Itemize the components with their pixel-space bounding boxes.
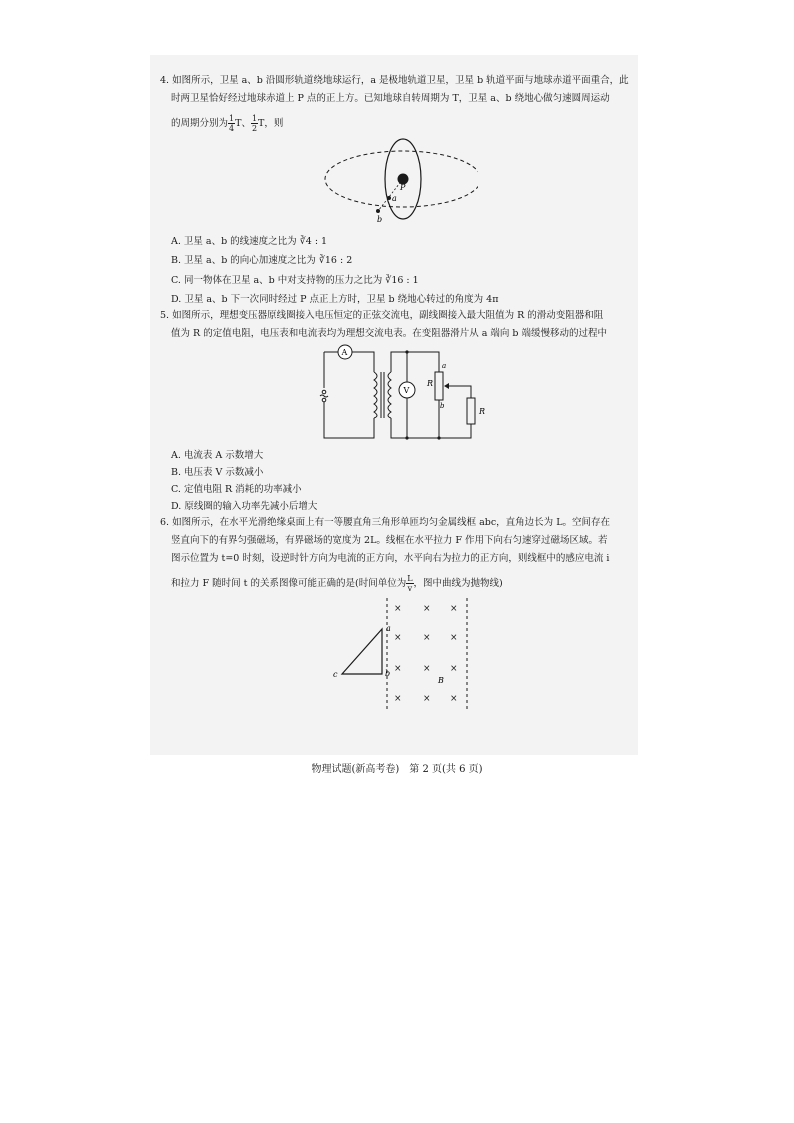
field-cross-icon: × — [450, 604, 458, 614]
q4-line-3-suffix: T，则 — [258, 118, 284, 129]
q4-line-3-prefix: 的周期分别为 — [171, 118, 229, 129]
satellite-a-dot — [387, 196, 391, 200]
q5-line-2: 值为 R 的定值电阻，电压表和电流表均为理想交流电表。在变阻器滑片从 a 端向 b 端缓慢移动的过程中 — [171, 328, 608, 339]
ac-source-icon — [320, 395, 328, 397]
fraction-denominator: 4 — [229, 124, 235, 133]
slider-arrow-icon — [444, 383, 449, 389]
primary-coil — [374, 372, 377, 418]
fixed-resistor-label: R — [479, 407, 486, 416]
vertex-label-b: b — [385, 669, 391, 678]
field-cross-icon: × — [423, 694, 431, 704]
vertex-label-c: c — [333, 670, 338, 679]
field-cross-icon: × — [423, 604, 431, 614]
label-a: a — [392, 194, 397, 203]
secondary-wire-bottom — [391, 418, 439, 438]
junction-dot — [437, 436, 440, 439]
q5-option-b: B. 电压表 V 示数减小 — [171, 467, 264, 478]
q5-option-d: D. 原线圈的输入功率先减小后增大 — [171, 501, 318, 512]
ac-terminal-bottom — [322, 398, 326, 402]
secondary-wire-top — [391, 352, 439, 372]
q5-option-a: A. 电流表 A 示数增大 — [171, 450, 264, 461]
q4-option-c: C. 同一物体在卫星 a、b 中对支持物的压力之比为 ∛16 : 1 — [171, 275, 419, 286]
magnetic-field-diagram — [330, 598, 480, 713]
q6-line-4-suffix: ，图中曲线为抛物线) — [413, 578, 503, 589]
fraction-denominator: v — [407, 584, 413, 593]
q6-line-3: 图示位置为 t=0 时刻，设逆时针方向为电流的正方向，水平向右为拉力的正方向，则线框中的感应电流 i — [171, 553, 610, 564]
rheostat-body — [435, 372, 443, 400]
fraction-l-over-v — [406, 574, 413, 593]
q6-line-4 — [171, 574, 503, 593]
page-footer: 物理试题(新高考卷) 第 2 页(共 6 页) — [311, 764, 483, 775]
rheostat-label: R — [427, 379, 434, 388]
q4-line-3 — [171, 114, 283, 133]
fraction-denominator: 2 — [251, 124, 258, 133]
q4-option-b: B. 卫星 a、b 的向心加速度之比为 ∛16 : 2 — [171, 255, 353, 266]
label-b: b — [440, 402, 445, 410]
q6-line-4-prefix: 和拉力 F 随时间 t 的关系图像可能正确的是(时间单位为 — [171, 578, 407, 589]
field-cross-icon: × — [423, 633, 431, 643]
fraction-numerator: 1 — [229, 114, 235, 123]
field-cross-icon: × — [450, 633, 458, 643]
field-cross-icon: × — [394, 604, 402, 614]
fixed-resistor-body — [467, 398, 475, 424]
q5-line-1: 5. 如图所示，理想变压器原线圈接入电压恒定的正弦交流电，副线圈接入最大阻值为 R 的滑动变阻器和阻 — [160, 310, 604, 321]
label-a: a — [442, 362, 447, 370]
field-cross-icon: × — [394, 664, 402, 674]
fraction-numerator: L — [407, 574, 413, 583]
ammeter-label: A — [341, 348, 348, 357]
q6-line-2: 竖直向下的有界匀强磁场，有界磁场的宽度为 2L。线框在水平拉力 F 作用下向右匀速穿过磁场区域。若 — [171, 535, 608, 546]
voltmeter-label: V — [403, 386, 410, 395]
primary-wire-top-right — [352, 352, 374, 372]
label-p: P — [400, 183, 406, 192]
fraction-numerator: 1 — [251, 114, 258, 123]
secondary-coil — [388, 372, 391, 418]
q6-line-1: 6. 如图所示，在水平光滑绝缘桌面上有一等腰直角三角形单匝均匀金属线框 abc，直角边长为 L。空间存在 — [160, 517, 610, 528]
fraction-half — [251, 114, 258, 133]
q4-line-3-mid: T、 — [235, 118, 251, 129]
q4-line-2: 时两卫星恰好经过地球赤道上 P 点的正上方。已知地球自转周期为 T，卫星 a、b 绕地心做匀速圆周运动 — [171, 93, 610, 104]
triangle-wire-frame — [342, 629, 382, 674]
primary-wire-bottom — [324, 402, 374, 438]
label-b: b — [377, 215, 383, 224]
vertex-label-a: a — [386, 624, 391, 633]
field-cross-icon: × — [450, 664, 458, 674]
field-cross-icon: × — [423, 664, 431, 674]
q4-option-a: A. 卫星 a、b 的线速度之比为 ∛4 : 1 — [171, 236, 328, 247]
q4-line-1: 4. 如图所示，卫星 a、b 沿圆形轨道绕地球运行，a 是极地轨道卫星，卫星 b 轨道平面与地球赤道平面重合，此 — [160, 75, 629, 86]
field-label-b: B — [438, 676, 444, 685]
junction-dot — [405, 436, 408, 439]
q5-option-c: C. 定值电阻 R 消耗的功率减小 — [171, 484, 302, 495]
satellite-orbit-diagram — [318, 137, 478, 232]
junction-dot — [405, 350, 408, 353]
satellite-b-dot — [376, 209, 380, 213]
field-cross-icon: × — [394, 633, 402, 643]
field-cross-icon: × — [394, 694, 402, 704]
transformer-circuit-diagram — [314, 342, 494, 442]
field-cross-icon: × — [450, 694, 458, 704]
q4-option-d: D. 卫星 a、b 下一次同时经过 P 点正上方时，卫星 b 绕地心转过的角度为 4π — [171, 294, 499, 305]
slider-wire — [447, 386, 471, 398]
ac-terminal-top — [322, 390, 326, 394]
